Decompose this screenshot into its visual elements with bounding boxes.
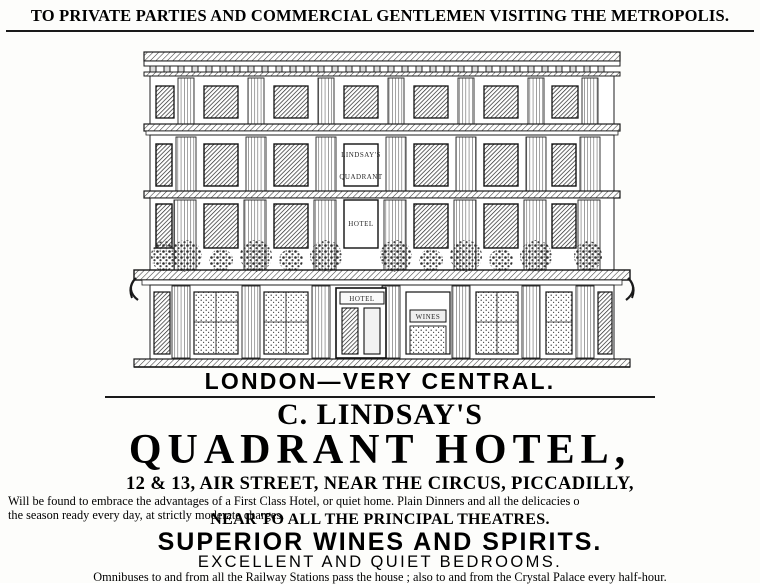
- sign-quadrant: QUADRANT: [339, 173, 383, 181]
- wines-and-spirits: SUPERIOR WINES AND SPIRITS.: [157, 528, 603, 556]
- proprietor-name: C. LINDSAY'S: [277, 398, 483, 431]
- building-illustration-svg: [120, 34, 644, 370]
- horizontal-rule-top: [6, 30, 754, 32]
- description-line-1: Will be found to embrace the advantages of a First Class Hotel, or quiet home. Plain Dinners and all the delicacies o: [8, 495, 580, 508]
- bedrooms-note: EXCELLENT AND QUIET BEDROOMS.: [197, 553, 563, 571]
- tagline-central: LONDON—VERY CENTRAL.: [204, 368, 556, 394]
- page-headline: TO PRIVATE PARTIES AND COMMERCIAL GENTLEMEN VISITING THE METROPOLIS.: [30, 6, 730, 25]
- sign-lindsays: LINDSAY'S: [341, 151, 381, 159]
- sign-hotel: HOTEL: [348, 220, 374, 228]
- hotel-engraving: [120, 34, 644, 370]
- description-line-2: the season ready every day, at strictly moderate charges.: [8, 507, 285, 522]
- hotel-name: QUADRANT HOTEL,: [128, 427, 632, 473]
- hotel-address: 12 & 13, AIR STREET, NEAR THE CIRCUS, PICCADILLY,: [126, 474, 634, 494]
- omnibus-note: Omnibuses to and from all the Railway Stations pass the house ; also to and from the Crystal Palace every half-hour.: [93, 570, 667, 584]
- sign-door-hotel: HOTEL: [349, 295, 375, 303]
- sign-shop-wines: WINES: [415, 313, 441, 321]
- theatres-note: NEAR TO ALL THE PRINCIPAL THEATRES.: [210, 511, 550, 528]
